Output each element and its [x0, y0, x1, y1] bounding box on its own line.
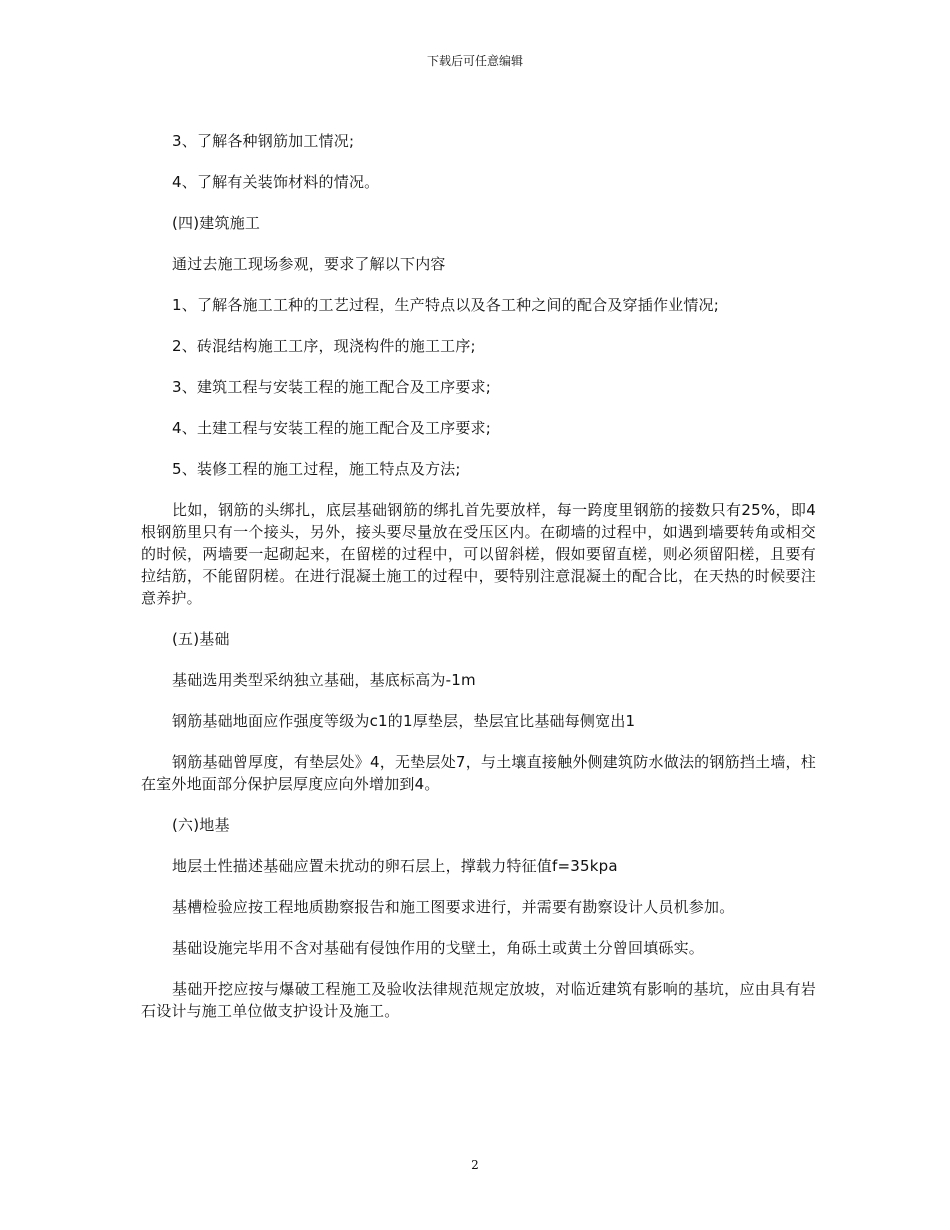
soil-description-paragraph: 地层土性描述基础应置未扰动的卵石层上，撑载力特征值f=35kpa — [172, 857, 618, 875]
intro-paragraph: 通过去施工现场参观，要求了解以下内容 — [172, 255, 446, 273]
list-item-work-process: 1、了解各施工工种的工艺过程，生产特点以及各工种之间的配合及穿插作业情况; — [172, 296, 720, 314]
page-header: 下载后可任意编辑 — [426, 54, 523, 68]
list-item-steel-processing: 3、了解各种钢筋加工情况; — [172, 132, 355, 150]
list-item-building-installation: 3、建筑工程与安装工程的施工配合及工序要求; — [172, 378, 491, 396]
cushion-layer-paragraph: 钢筋基础地面应作强度等级为c1的1厚垫层，垫层宜比基础每侧宽出1 — [172, 712, 636, 730]
list-item-masonry-sequence: 2、砖混结构施工工序，现浇构件的施工工序; — [172, 337, 476, 355]
document-body — [141, 130, 816, 1041]
section-heading-subgrade: (六)地基 — [172, 816, 230, 834]
trench-inspection-paragraph: 基槽检验应按工程地质勘察报告和施工图要求进行，并需要有勘察设计人员机参加。 — [172, 898, 735, 916]
protective-layer-paragraph: 钢筋基础曾厚度，有垫层处》4，无垫层处7，与土壤直接触外侧建筑防水做法的钢筋挡土墙，柱在室外地面部分保护层厚度应向外增加到4。 — [141, 753, 816, 793]
excavation-paragraph: 基础开挖应按与爆破工程施工及验收法律规范规定放坡，对临近建筑有影响的基坑，应由具有岩石设计与施工单位做支护设计及施工。 — [141, 980, 816, 1020]
example-paragraph: 比如，钢筋的头绑扎，底层基础钢筋的绑扎首先要放样，每一跨度里钢筋的接数只有25%，即4根钢筋里只有一个接头，另外，接头要尽量放在受压区内。在砌墙的过程中，如遇到墙要转角或相交的时候，两墙要一起砌起来，在留槎的过程中，可以留斜槎，假如要留直槎，则必须留阳槎，且要有拉结筋，不能留阴槎。在进行混凝土施工的过程中，要特别注意混凝土的配合比，在天热的时候要注意养护。 — [141, 501, 816, 607]
foundation-type-paragraph: 基础选用类型采纳独立基础，基底标高为-1m — [172, 671, 476, 689]
section-heading-construction: (四)建筑施工 — [172, 214, 261, 232]
page-number: 2 — [471, 1158, 479, 1172]
section-heading-foundation: (五)基础 — [172, 630, 230, 648]
list-item-decoration-process: 5、装修工程的施工过程，施工特点及方法; — [172, 460, 461, 478]
list-item-decoration-materials: 4、了解有关装饰材料的情况。 — [172, 173, 380, 191]
list-item-civil-installation: 4、土建工程与安装工程的施工配合及工序要求; — [172, 419, 491, 437]
backfill-paragraph: 基础设施完毕用不含对基础有侵蚀作用的戈壁土，角砾土或黄土分曾回填砾实。 — [172, 939, 705, 957]
